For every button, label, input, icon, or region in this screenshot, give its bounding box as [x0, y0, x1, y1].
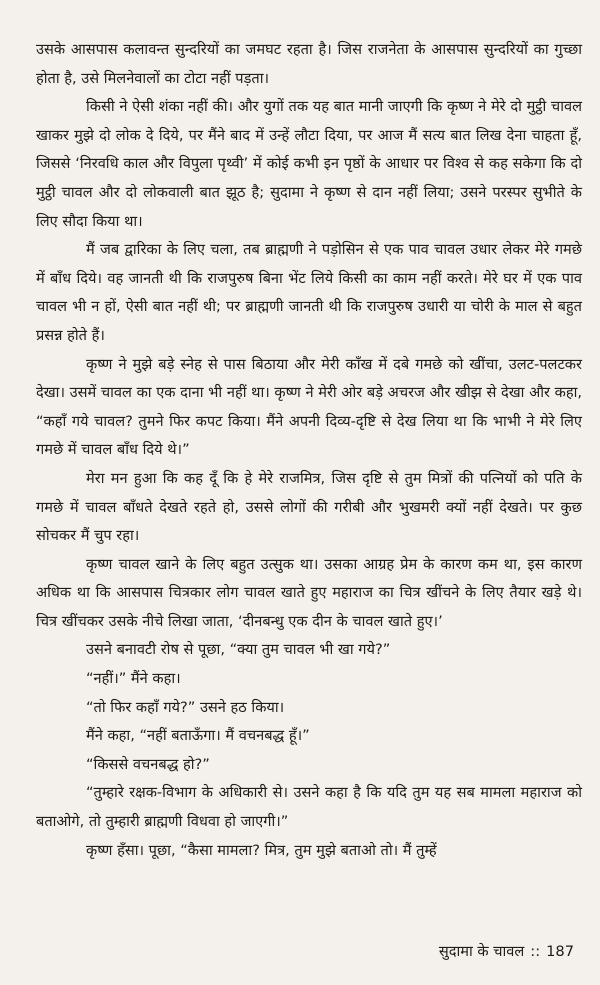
paragraph-11: “किससे वचनबद्ध हो?”	[86, 755, 210, 773]
paragraph-12: “तुम्हारे रक्षक-विभाग के अधिकारी से। उसने कहा है कि यदि तुम यह सब मामला महाराज को बताओगे, तो तुम्हारी ब्राह्मणी विधवा हो जाएगी।”	[36, 784, 582, 831]
footer-separator: ::	[530, 943, 541, 960]
paragraph-13: कृष्ण हँसा। पूछा, “कैसा मामला? मित्र, तुम मुझे बताओ तो। मैं तुम्हें	[86, 841, 437, 859]
paragraph-9: “तो फिर कहाँ गये?” उसने हठ किया।	[86, 698, 285, 716]
paragraph-3: मैं जब द्वारिका के लिए चला, तब ब्राह्मणी ने पड़ोसिन से एक पाव चावल उधार लेकर मेरे गमछे में बाँध दिये। वह जानती थी कि राजपुरुष बिना भेंट लिये किसी का काम नहीं करते। मेरे घर में एक पाव चावल भी न हों, ऐसी बात नहीं थी; पर ब्राह्मणी जानती थी कि राजपुरुष उधारी या चोरी के माल से बहुत प्रसन्न होते हैं।	[36, 241, 582, 344]
paragraph-4: कृष्ण ने मुझे बड़े स्नेह से पास बिठाया और मेरी काँख में दबे गमछे को खींचा, उलट-पलटकर देखा। उसमें चावल का एक दाना भी नहीं था। कृष्ण ने मेरी ओर बड़े अचरज और खीझ से देखा और कहा, “कहाँ गये चावल? तुमने फिर कपट किया। मैंने अपनी दिव्य-दृष्टि से देख लिया था कि भाभी ने मेरे लिए गमछे में चावल बाँध दिये थे।”	[36, 355, 582, 459]
paragraph-6: कृष्ण चावल खाने के लिए बहुत उत्सुक था। उसका आग्रह प्रेम के कारण कम था, इस कारण अधिक था कि आसपास चित्रकार लोग चावल खाते हुए महाराज का चित्र खींचने के लिए तैयार खड़े थे। चित्र खींचकर उसके नीचे लिखा जाता, ‘दीनबन्धु एक दीन के चावल खाते हुए।’	[36, 555, 582, 630]
page-footer	[439, 942, 574, 962]
running-title: सुदामा के चावल	[438, 943, 525, 960]
paragraph-10: मैंने कहा, “नहीं बताऊँगा। मैं वचनबद्ध हूँ।”	[86, 727, 310, 745]
paragraph-2: किसी ने ऐसी शंका नहीं की। और युगों तक यह बात मानी जाएगी कि कृष्ण ने मेरे दो मुट्ठी चावल खाकर मुझे दो लोक दे दिये, पर मैंने बाद में उन्हें लौटा दिया, पर आज मैं सत्य बात लिख देना चाहता हूँ, जिससे ‘निरवधि काल और विपुला पृथ्वी’ में कोई कभी इन पृष्ठों के आधार पर विश्व से कह सकेगा कि दो मुट्ठी चावल और दो लोकवाली बात झूठ है; सुदामा ने कृष्ण से दान नहीं लिया; उसने परस्पर सुभीते के लिए सौदा किया था।	[36, 98, 582, 230]
page-number: 187	[546, 943, 574, 960]
paragraph-5: मेरा मन हुआ कि कह दूँ कि हे मेरे राजमित्र, जिस दृष्टि से तुम मित्रों की पत्नियों को पति के गमछे में चावल बाँधते देखते रहते हो, उससे लोगों की गरीबी और भुखमरी क्यों नहीं देखते। पर कुछ सोचकर मैं चुप रहा।	[36, 469, 582, 545]
paragraph-8: “नहीं।” मैंने कहा।	[86, 670, 181, 688]
body-text	[36, 36, 582, 865]
paragraph-1: उसके आसपास कलावन्त सुन्दरियों का जमघट रहता है। जिस राजनेता के आसपास सुन्दरियों का गुच्छा होता है, उसे मिलनेवालों का टोटा नहीं पड़ता।	[36, 41, 582, 87]
paragraph-7: उसने बनावटी रोष से पूछा, “क्या तुम चावल भी खा गये?”	[86, 641, 391, 659]
